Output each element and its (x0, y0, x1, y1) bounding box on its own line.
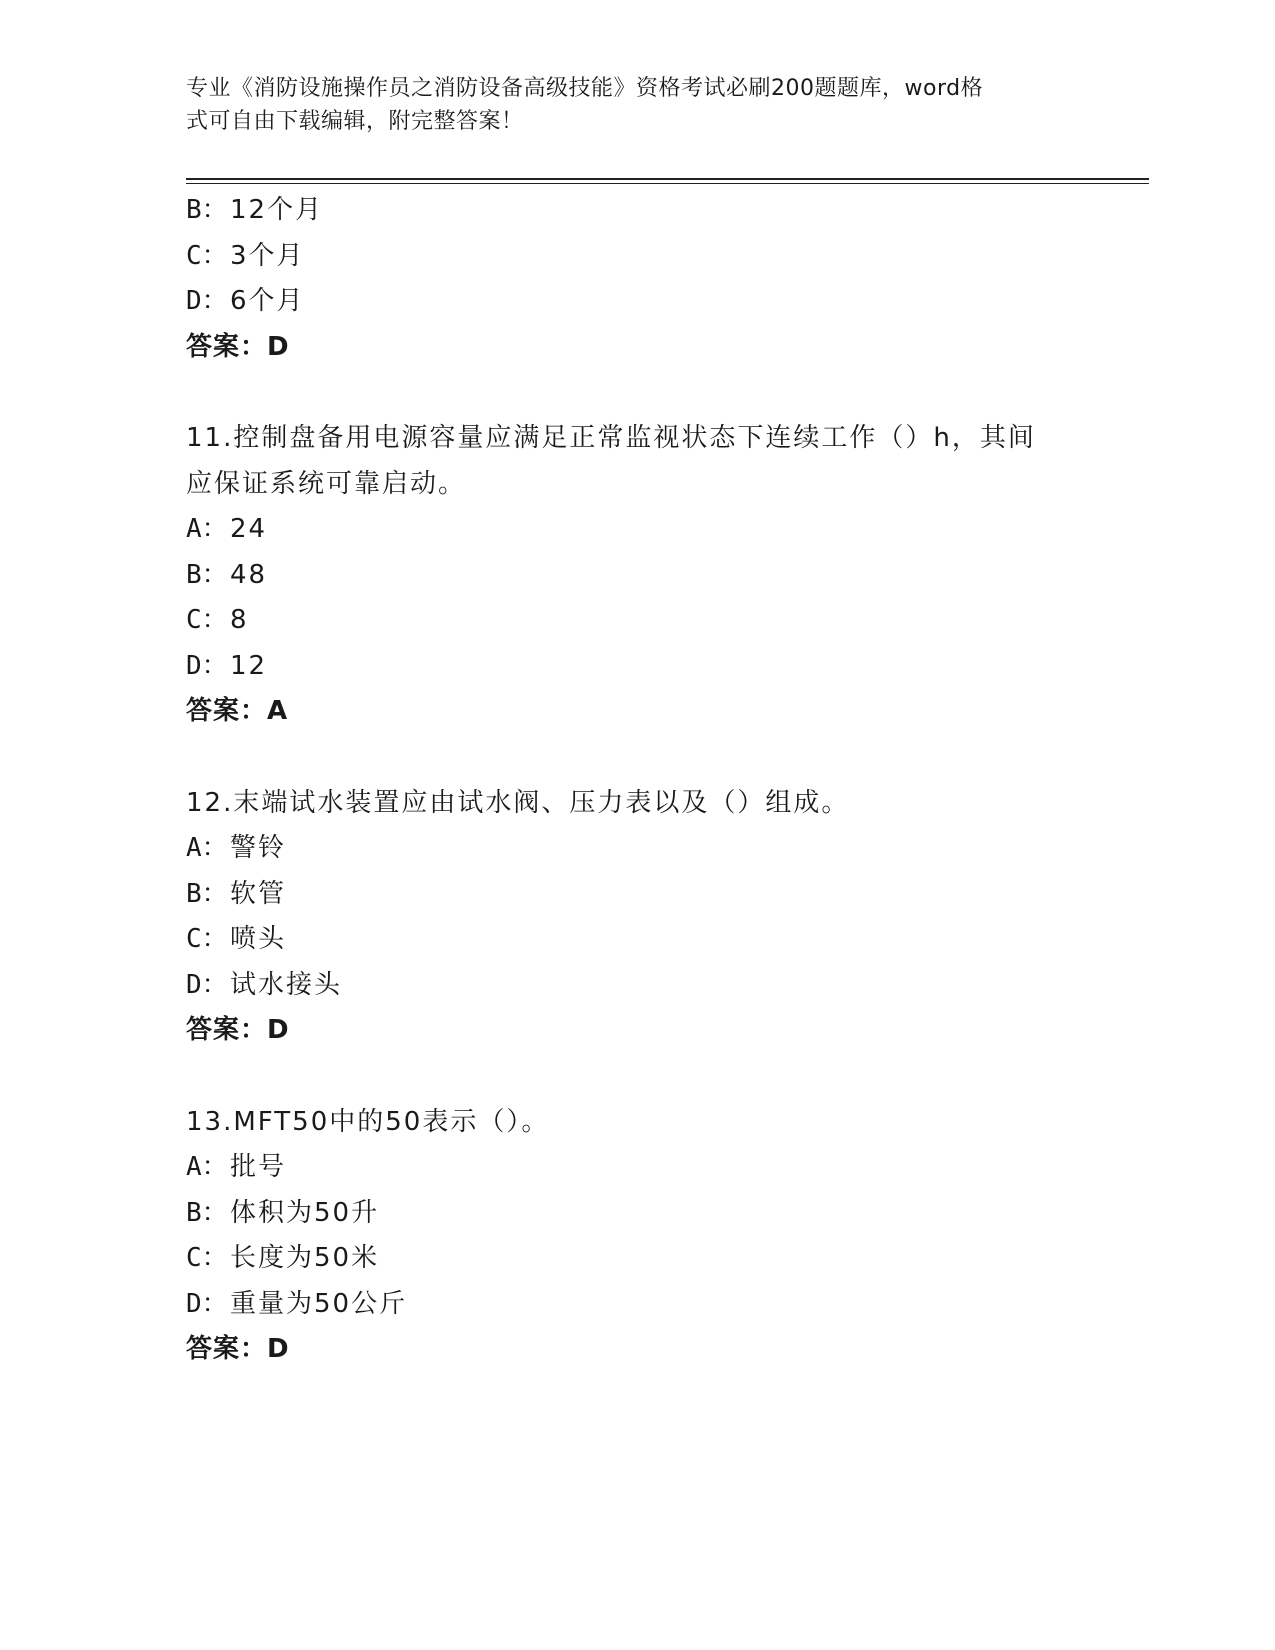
question-stem: 11.控制盘备用电源容量应满足正常监视状态下连续工作（）h，其间 (186, 423, 1036, 453)
header-divider-top (186, 178, 1149, 180)
question-11 (186, 416, 1086, 735)
option-b: B：48 (186, 559, 268, 590)
header-line-2: 式可自由下载编辑，附完整答案！ (186, 109, 524, 134)
document-header (186, 72, 1066, 138)
option-a: A：警铃 (186, 833, 287, 863)
answer-line: 答案：D (186, 1015, 290, 1045)
option-b: B：体积为50升 (186, 1197, 380, 1228)
option-a: A：24 (186, 514, 268, 544)
header-line-1: 专业《消防设施操作员之消防设备高级技能》资格考试必刷200题题库，word格 (186, 76, 984, 101)
option-b: B：12个月 (186, 195, 324, 225)
question-12 (186, 781, 1086, 1054)
question-stem: 13.MFT50中的50表示（）。 (186, 1106, 550, 1137)
header-divider-bottom (186, 183, 1149, 184)
option-c: C：8 (186, 605, 249, 635)
question-stem-cont: 应保证系统可靠启动。 (186, 468, 467, 499)
answer-line: 答案：D (186, 331, 290, 362)
question-stem: 12.末端试水装置应由试水阀、压力表以及（）组成。 (186, 787, 850, 818)
option-d: D：12 (186, 650, 268, 681)
option-a: A：批号 (186, 1152, 287, 1182)
answer-line: 答案：D (186, 1334, 290, 1364)
question-10-tail (186, 188, 1086, 370)
answer-line: 答案：A (186, 696, 289, 726)
option-d: D：重量为50公斤 (186, 1288, 408, 1319)
option-d: D：6个月 (186, 286, 305, 316)
question-13 (186, 1100, 1086, 1373)
question-list (186, 188, 1086, 1373)
option-d: D：试水接头 (186, 969, 343, 1000)
option-c: C：长度为50米 (186, 1243, 380, 1273)
option-c: C：3个月 (186, 240, 305, 271)
option-b: B：软管 (186, 878, 287, 909)
option-c: C：喷头 (186, 924, 287, 954)
